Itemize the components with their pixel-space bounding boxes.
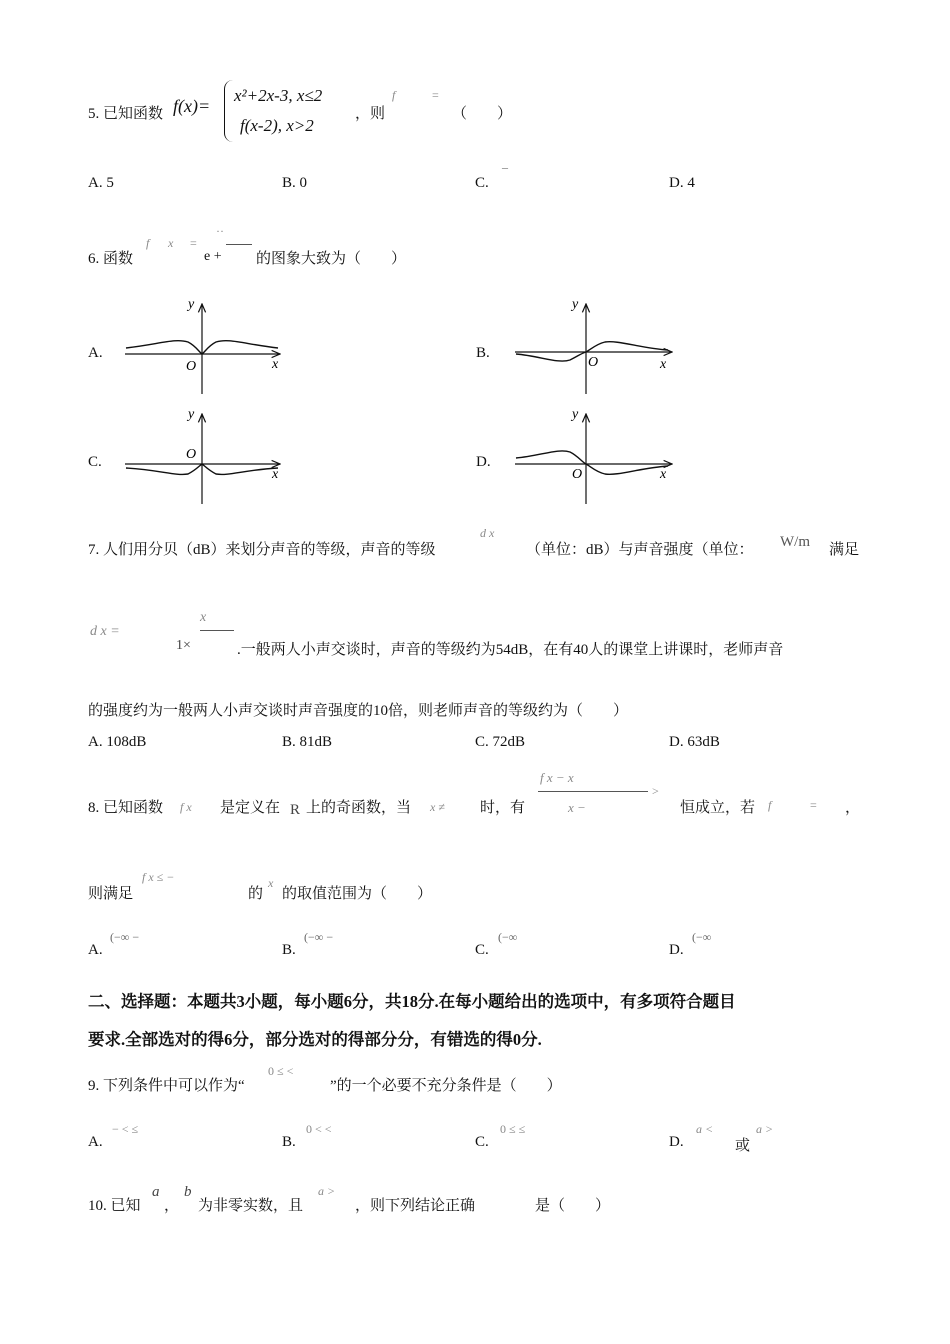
q7-line1-prefix: 7. 人们用分贝（dB）来划分声音的等级，声音的等级 (88, 542, 436, 558)
q6-frag-f: f (146, 236, 150, 250)
q8-text4: 恒成立，若 (680, 800, 756, 816)
q5-then: ，则 (355, 106, 386, 122)
q9-option-d-frag2: a > (756, 1122, 774, 1136)
q5-option-c-frag: – (502, 160, 508, 174)
q7-unit: W/m (780, 534, 810, 550)
q10-prefix: 10. 已知 (88, 1198, 141, 1214)
q7-frag-dx: d x (480, 526, 495, 540)
q10-frag: a > (318, 1184, 336, 1198)
q6-graph-c-origin: O (186, 447, 197, 462)
q6-fraction-bar (226, 244, 252, 245)
q7-line2: .一般两人小声交谈时，声音的等级约为54dB，在有40人的课堂上讲课时，老师声音 (237, 642, 784, 658)
q8-frag-cond: x ≠ (430, 800, 445, 814)
q8-option-b-frag: (−∞ − (304, 930, 334, 944)
q8-frac-den: x − (568, 800, 586, 815)
q8-line2-end: 的取值范围为（ ） (282, 886, 433, 902)
q8-text1: 是定义在 (220, 800, 281, 816)
q6-graph-b-origin: O (588, 355, 599, 370)
q6-graph-a-origin: O (186, 359, 197, 374)
q5-case-2: f(x-2), x>2 (240, 116, 314, 135)
q8-option-b: B. (282, 942, 296, 958)
q6-graph-d-x-label: x (660, 467, 667, 482)
q5-case-1: x²+2x-3, x≤2 (234, 86, 323, 105)
q6-graph-b-x-label: x (660, 357, 667, 372)
q8-option-a-frag: (−∞ − (110, 930, 140, 944)
q8-gt: > (652, 784, 659, 798)
q9-option-d: D. (669, 1134, 684, 1150)
q6-graph-b-y-label: y (572, 297, 579, 312)
q8-fraction-bar (538, 791, 648, 792)
q6-graph-a-x-label: x (272, 357, 279, 372)
q6-frag-x: x (168, 236, 174, 250)
q6-option-a: A. (88, 345, 103, 361)
q9-frag: 0 ≤ < (268, 1064, 294, 1078)
q10-a: a (152, 1184, 160, 1200)
q9-prefix: 9. 下列条件中可以作为“ (88, 1078, 245, 1094)
section2-heading-line1: 二、选择题：本题共3小题，每小题6分，共18分.在每小题给出的选项中，有多项符合题目 (88, 992, 736, 1011)
q8-prefix: 8. 已知函数 (88, 800, 164, 816)
q9-option-d-or: 或 (735, 1138, 751, 1154)
q8-text3: 时，有 (480, 800, 526, 816)
q8-line2-prefix: 则满足 (88, 886, 134, 902)
q8-comma: ， (845, 800, 861, 816)
q6-graph-a-y-label: y (188, 297, 195, 312)
q9-option-c-frag: 0 ≤ ≤ (500, 1122, 526, 1136)
q10-suffix: ，则下列结论正确 (355, 1198, 476, 1214)
q9-option-a-frag: − < ≤ (112, 1122, 139, 1136)
q6-option-b: B. (476, 345, 490, 361)
q6-graph-d-y-label: y (572, 407, 579, 422)
q6-graph-a (120, 298, 290, 398)
q5-option-c: C. (475, 175, 489, 191)
q8-text2: 上的奇函数，当 (306, 800, 412, 816)
q9-option-a: A. (88, 1134, 103, 1150)
q6-frag-eq: = (190, 236, 197, 250)
q7-formula-lhs: d x = (90, 624, 120, 639)
q6-denominator: e + (204, 249, 222, 264)
q7-line1-end: 满足 (829, 542, 860, 558)
q8-option-c: C. (475, 942, 489, 958)
q8-line2-mid: 的 (248, 886, 264, 902)
q10-b: b (184, 1184, 192, 1200)
q9-option-d-frag: a < (696, 1122, 714, 1136)
q6-graph-d (510, 408, 680, 508)
q8-x: x (268, 876, 274, 890)
q6-option-c: C. (88, 454, 102, 470)
q5-option-b: B. 0 (282, 175, 308, 191)
q9-option-c: C. (475, 1134, 489, 1150)
q6-graph-b (510, 298, 680, 398)
q5-prefix: 5. 已知函数 (88, 106, 164, 122)
q8-frag-f2: f (768, 798, 772, 812)
q6-prefix: 6. 函数 (88, 251, 134, 267)
q8-frac-num: f x − x (540, 770, 574, 785)
q5-option-a: A. 5 (88, 175, 114, 191)
q8-frag-ineq: f x ≤ − (142, 870, 175, 884)
q7-formula-num: x (200, 610, 207, 625)
q7-line1-mid: （单位：dB）与声音强度（单位： (526, 542, 754, 558)
q10-text: 为非零实数，且 (198, 1198, 304, 1214)
q6-graph-c-x-label: x (272, 467, 279, 482)
q9-option-b-frag: 0 < < (306, 1122, 332, 1136)
q10-comma: ， (164, 1198, 180, 1214)
q6-graph-d-origin: O (572, 467, 583, 482)
q8-option-d-frag: (−∞ (692, 930, 712, 944)
q6-graph-c-y-label: y (188, 407, 195, 422)
q9-suffix: ”的一个必要不充分条件是（ ） (330, 1078, 562, 1094)
q8-option-d: D. (669, 942, 684, 958)
q9-option-b: B. (282, 1134, 296, 1150)
q8-option-a: A. (88, 942, 103, 958)
q7-option-c: C. 72dB (475, 734, 526, 750)
q7-formula-den: 1× (176, 638, 191, 653)
q7-fraction-bar (200, 630, 234, 631)
q5-ask-eq: = (432, 88, 439, 102)
section2-heading-line2: 要求.全部选对的得6分，部分选对的得部分分，有错选的得0分. (88, 1030, 542, 1049)
q10-end: 是（ ） (535, 1198, 611, 1214)
q6-frag-dots: ·· (216, 224, 224, 238)
q6-graph-c (120, 408, 290, 508)
q6-option-d: D. (476, 454, 491, 470)
q5-paren: （ ） (452, 106, 513, 122)
q5-ask-f: f (392, 88, 396, 102)
q8-option-c-frag: (−∞ (498, 930, 518, 944)
q7-option-a: A. 108dB (88, 734, 147, 750)
q5-option-d: D. 4 (669, 175, 695, 191)
q8-frag-eq: = (810, 798, 817, 812)
q6-suffix: 的图象大致为（ ） (256, 251, 407, 267)
q7-option-b: B. 81dB (282, 734, 333, 750)
q8-R: R (290, 802, 301, 818)
q7-line3: 的强度约为一般两人小声交谈时声音强度的10倍，则老师声音的等级约为（ ） (88, 703, 629, 719)
q5-f-lhs: f(x)= (173, 96, 211, 116)
q7-option-d: D. 63dB (669, 734, 720, 750)
q5-brace (224, 80, 233, 142)
q8-frag-fx: f x (180, 800, 192, 814)
